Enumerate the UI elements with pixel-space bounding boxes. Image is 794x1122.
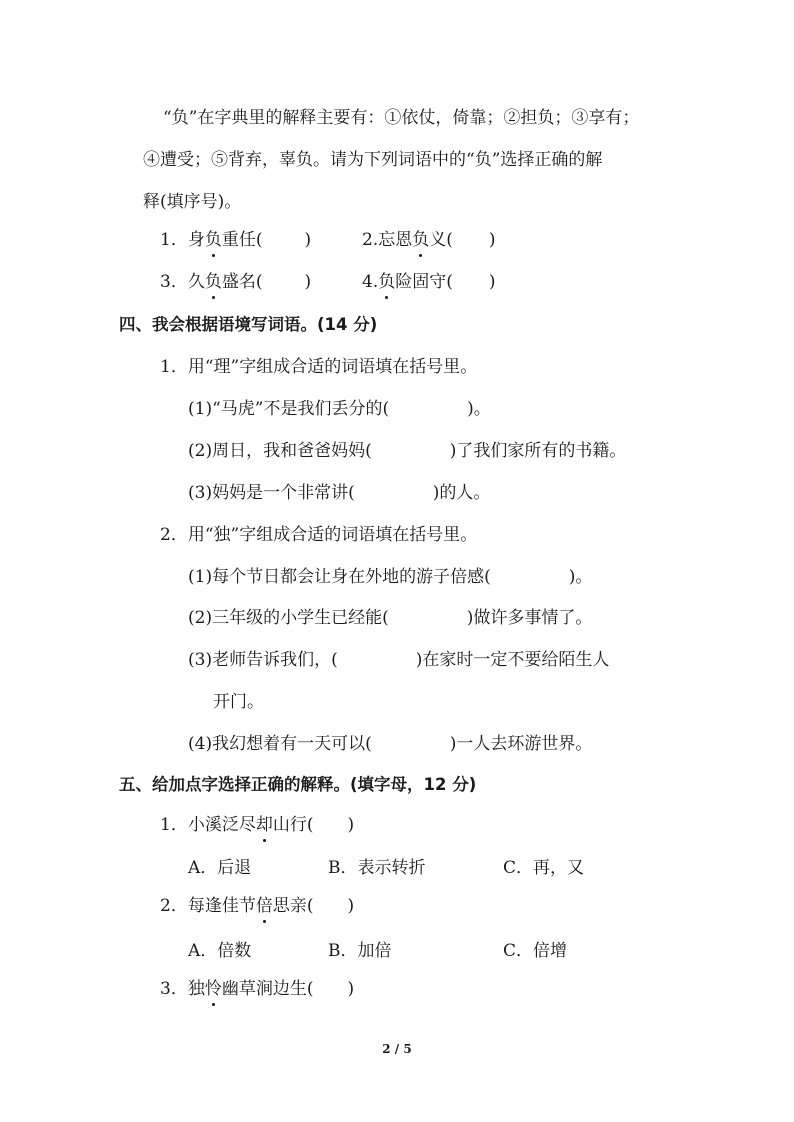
q1-item-2 xyxy=(188,439,626,463)
item-text: 小溪泛尽 xyxy=(187,815,256,835)
q2-item-3 xyxy=(188,648,609,672)
item-text: (1)每个节日都会让身在外地的游子倍感( xyxy=(188,567,491,587)
intro-line-1: “负”在字典里的解释主要有：①依仗，倚靠；②担负；③享有； xyxy=(163,108,640,128)
item-text: )做许多事情了。 xyxy=(466,608,593,628)
item-number: 2． xyxy=(160,896,188,916)
item-text: 山行( xyxy=(272,815,314,835)
item-text: )在家时一定不要给陌生人 xyxy=(415,650,610,670)
close-paren: ) xyxy=(347,896,355,916)
section-5-heading: 五、给加点字选择正确的解释。(填字母，12 分) xyxy=(119,775,477,794)
close-paren: ) xyxy=(488,272,496,292)
item-text: 义( xyxy=(429,230,453,250)
s5-q2-option-a: A．倍数 xyxy=(188,941,252,961)
item-text: 久 xyxy=(187,272,205,292)
item-number: 4. xyxy=(362,272,379,292)
item-text: 险固守( xyxy=(395,272,453,292)
s5-q1-option-c: C．再，又 xyxy=(503,858,585,878)
fu-item-1 xyxy=(160,228,311,252)
item-text: 盛名( xyxy=(221,272,263,292)
fu-item-3 xyxy=(160,270,311,294)
s5-question-3 xyxy=(160,977,354,1001)
dotted-char: 负 xyxy=(204,272,222,292)
s5-question-2 xyxy=(160,894,354,918)
item-text: (3)老师告诉我们，( xyxy=(188,650,338,670)
item-text: )一人去环游世界。 xyxy=(449,734,593,754)
q1-item-3 xyxy=(188,481,490,505)
item-number: 1． xyxy=(160,815,188,835)
page-number: 2 / 5 xyxy=(382,1042,412,1056)
section-4-question-1: 1．用“理”字组成合适的词语填在括号里。 xyxy=(160,357,478,377)
q2-item-4 xyxy=(188,732,592,756)
dotted-char: 负 xyxy=(412,230,430,250)
item-text: (2)周日，我和爸爸妈妈( xyxy=(188,441,372,461)
item-text: )。 xyxy=(467,399,491,419)
item-number: 2. xyxy=(362,230,379,250)
dotted-char: 负 xyxy=(204,230,222,250)
item-number: 3． xyxy=(160,272,188,292)
item-text: )。 xyxy=(568,567,593,587)
section-4-heading: 四、我会根据语境写词语。(14 分) xyxy=(119,315,378,334)
dotted-char: 怜 xyxy=(204,979,222,999)
close-paren: ) xyxy=(488,230,496,250)
item-text: 每逢佳节 xyxy=(187,896,256,916)
q2-item-3-continued: 开门。 xyxy=(213,692,264,712)
item-text: 幽草涧边生( xyxy=(221,979,314,999)
s5-q2-option-c: C．倍增 xyxy=(503,941,568,961)
item-text: )了我们家所有的书籍。 xyxy=(449,441,627,461)
close-paren: ) xyxy=(347,979,355,999)
item-text: 身 xyxy=(187,230,205,250)
item-text: )的人。 xyxy=(432,483,491,503)
s5-question-1 xyxy=(160,813,354,837)
q1-item-1 xyxy=(188,397,491,421)
item-number: 3． xyxy=(160,979,188,999)
q2-item-2 xyxy=(188,606,592,630)
item-number: 1． xyxy=(160,230,188,250)
item-text: (4)我幻想着有一天可以( xyxy=(188,734,372,754)
item-text: (2)三年级的小学生已经能( xyxy=(188,608,389,628)
s5-q1-option-b: B．表示转折 xyxy=(328,858,426,878)
close-paren: ) xyxy=(347,815,355,835)
q2-item-1 xyxy=(188,565,592,589)
close-paren: ) xyxy=(304,230,312,250)
section-4-question-2: 2．用“独”字组成合适的词语填在括号里。 xyxy=(160,525,478,545)
item-text: 思亲( xyxy=(272,896,314,916)
s5-q2-option-b: B．加倍 xyxy=(328,941,392,961)
item-text: 重任( xyxy=(221,230,263,250)
item-text: (1)“马虎”不是我们丢分的( xyxy=(188,399,390,419)
s5-q1-option-a: A．后退 xyxy=(188,858,252,878)
fu-item-2 xyxy=(362,228,496,252)
item-text: 独 xyxy=(187,979,205,999)
intro-line-3: 释(填序号)。 xyxy=(143,192,242,212)
dotted-char: 倍 xyxy=(255,896,273,916)
dotted-char: 负 xyxy=(378,272,396,292)
item-text: 忘恩 xyxy=(378,230,413,250)
fu-item-4 xyxy=(362,270,496,294)
item-text: (3)妈妈是一个非常讲( xyxy=(188,483,355,503)
dotted-char: 却 xyxy=(255,815,273,835)
close-paren: ) xyxy=(304,272,312,292)
intro-line-2: ④遭受；⑤背弃，辜负。请为下列词语中的“负”选择正确的解 xyxy=(143,150,603,170)
